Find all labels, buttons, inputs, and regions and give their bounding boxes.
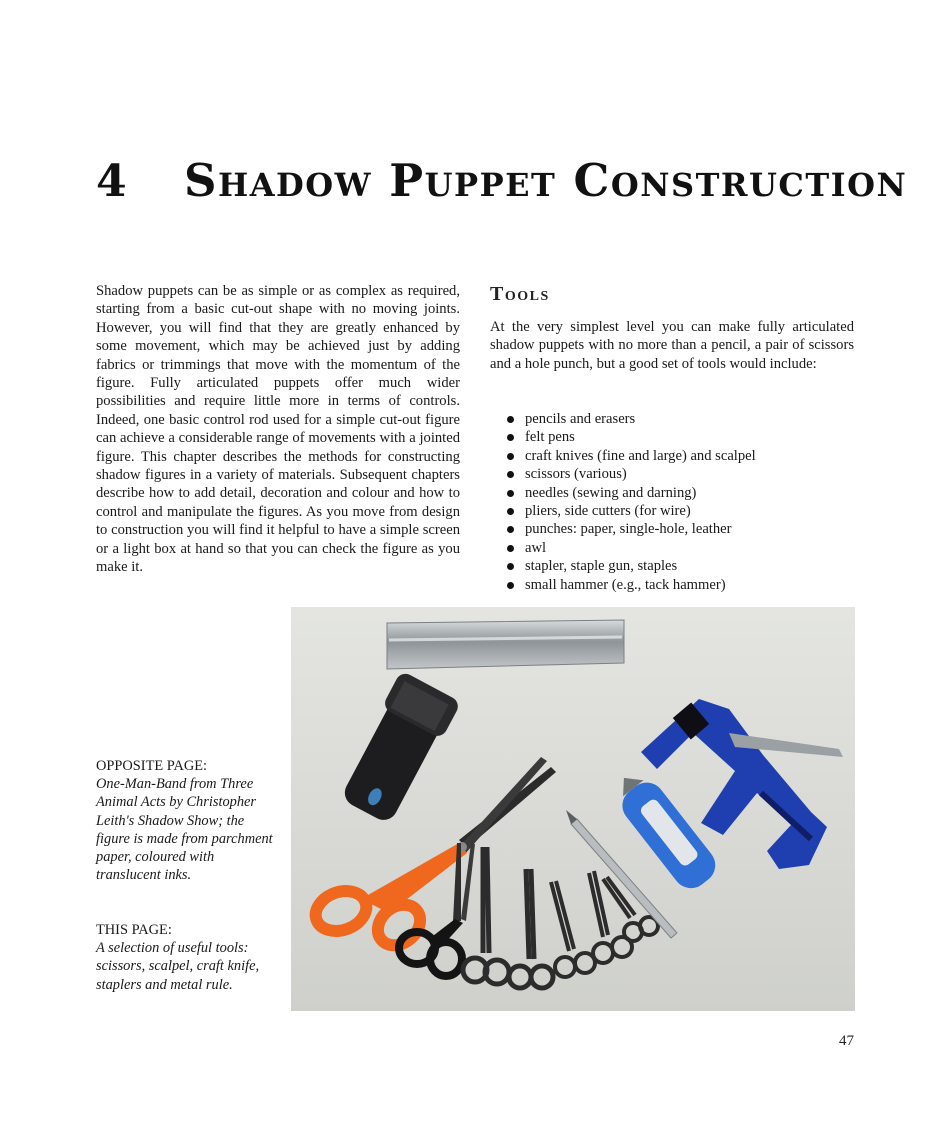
intro-paragraph: Shadow puppets can be as simple or as complex as required, starting from a basic cut-out shape with no moving joints. However, you will find that they are greatly enhanced by some movement, which may be achieved just by adding fabrics or trimmings that move with the momentum of the figure. Fully articulated puppets offer much wider possibilities and require little more in terms of controls. Indeed, one basic control rod used for a simple cut-out figure can achieve a considerable range of movements with a jointed figure. This chapter describes the methods for constructing shadow figures in a variety of materials. Subsequent chapters describe how to add detail, decoration and colour and how to control and manipulate the figures. As you move from design to construction you will find it helpful to have a simple screen or a light box at hand so that you can check the figure as you make it. <box>96 283 460 576</box>
caption-label: THIS PAGE: <box>96 922 172 938</box>
caption-text: One-Man-Band from Three Animal Acts by Christopher Leith's Shadow Show; the figure is made from parchment paper, coloured with translucent inks. <box>96 776 273 884</box>
metal-rule-icon <box>387 620 624 669</box>
bullet-icon <box>507 545 514 552</box>
list-item: pliers, side cutters (for wire) <box>506 502 856 520</box>
bullet-icon <box>507 508 514 515</box>
chapter-heading <box>96 153 908 209</box>
list-item: awl <box>506 539 856 557</box>
page-number: 47 <box>839 1033 854 1049</box>
bullet-icon <box>507 526 514 533</box>
chapter-title: Shadow Puppet Construction <box>184 154 908 208</box>
tools-intro: At the very simplest level you can make fully articulated shadow puppets with no more than a pencil, a pair of scissors and a hole punch, but a good set of tools would include: <box>490 319 854 372</box>
caption-opposite-page <box>96 757 276 884</box>
caption-text: A selection of useful tools: scissors, scalpel, craft knife, staplers and metal rule. <box>96 940 260 993</box>
tools-list <box>506 410 856 594</box>
list-item: pencils and erasers <box>506 410 856 428</box>
tools-photo <box>291 607 855 1011</box>
bullet-icon <box>507 471 514 478</box>
list-item: craft knives (fine and large) and scalpel <box>506 447 856 465</box>
list-item: small hammer (e.g., tack hammer) <box>506 576 856 594</box>
bullet-icon <box>507 582 514 589</box>
bullet-icon <box>507 434 514 441</box>
bullet-icon <box>507 416 514 423</box>
chapter-number: 4 <box>96 156 127 208</box>
list-item: felt pens <box>506 428 856 446</box>
bullet-icon <box>507 563 514 570</box>
tools-heading: Tools <box>490 283 550 305</box>
bullet-icon <box>507 490 514 497</box>
caption-label: OPPOSITE PAGE: <box>96 758 208 774</box>
list-item: stapler, staple gun, staples <box>506 557 856 575</box>
list-item: needles (sewing and darning) <box>506 484 856 502</box>
list-item: punches: paper, single-hole, leather <box>506 520 856 538</box>
caption-this-page <box>96 921 276 994</box>
list-item: scissors (various) <box>506 465 856 483</box>
tools-photo-illustration <box>291 607 855 1011</box>
bullet-icon <box>507 453 514 460</box>
